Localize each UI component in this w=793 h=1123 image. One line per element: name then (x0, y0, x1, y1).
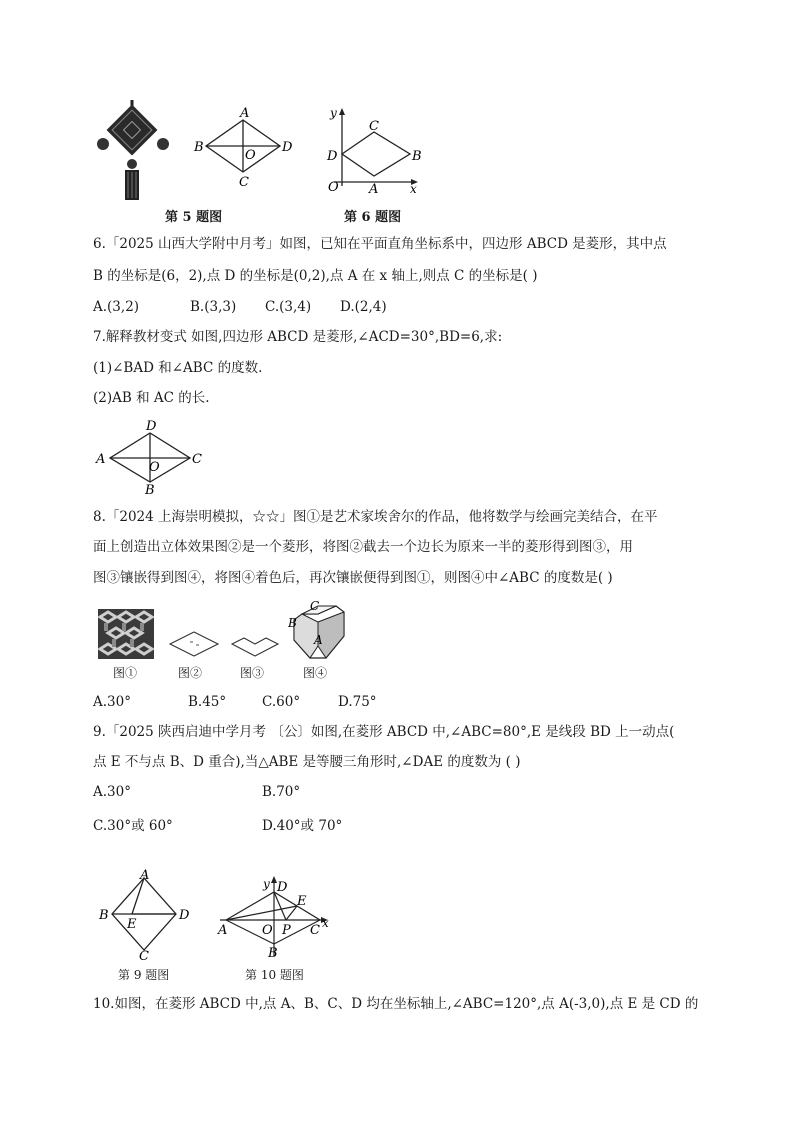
q6-option-a: A.(3,2) (93, 299, 140, 315)
fig9-label-E: E (127, 917, 137, 932)
fig10-label-C: C (310, 923, 320, 938)
q9-line2: 点 E 不与点 B、D 重合),当△ABE 是等腰三角形时,∠DAE 的度数为 ( ) (93, 754, 521, 770)
fig9-label-A: A (140, 868, 150, 883)
q7-sub2: (2)AB 和 AC 的长. (93, 390, 210, 406)
q9-line1: 9.「2025 陕西启迪中学月考 〔公〕如图,在菱形 ABCD 中,∠ABC=80°,E 是线段 BD 上一动点( (93, 724, 675, 740)
q8-option-a: A.30° (93, 694, 131, 710)
fig5-knot-image (96, 98, 171, 203)
fig6-label-B: B (412, 149, 422, 164)
fig6-label-O: O (328, 180, 339, 195)
fig6-label-A: A (369, 182, 379, 196)
q8-option-c: C.60° (262, 694, 301, 710)
fig8-tessellation-diagram (288, 600, 348, 662)
q10-line1: 10.如图，在菱形 ABCD 中,点 A、B、C、D 均在坐标轴上,∠ABC=120°,点 A(-3,0),点 E 是 CD 的 (93, 996, 699, 1012)
fig5-label-B: B (194, 140, 204, 155)
fig10-caption: 第 10 题图 (245, 968, 304, 982)
fig10-label-A: A (218, 923, 228, 938)
fig5-label-O: O (245, 148, 256, 163)
fig7-label-A: A (96, 452, 106, 467)
fig8-label-A: A (314, 633, 323, 647)
fig7-label-D: D (146, 419, 157, 434)
fig9-caption: 第 9 题图 (118, 968, 170, 982)
fig6-coordinate-diagram (322, 104, 432, 196)
q6-option-d: D.(2,4) (340, 299, 387, 315)
q9-option-c: C.30°或 60° (93, 818, 173, 834)
q7-sub1: (1)∠BAD 和∠ABC 的度数. (93, 360, 263, 376)
q8-option-b: B.45° (188, 694, 227, 710)
fig9-label-B: B (99, 908, 109, 923)
fig5-label-C: C (239, 175, 249, 190)
fig7-label-O: O (149, 460, 160, 475)
fig5-label-A: A (240, 106, 250, 121)
q6-option-b: B.(3,3) (190, 299, 237, 315)
fig8-escher-image (98, 609, 154, 659)
fig8-rhombus-image (168, 630, 220, 658)
fig9-label-C: C (139, 949, 149, 960)
q8-option-d: D.75° (338, 694, 377, 710)
q6-line2: B 的坐标是(6，2),点 D 的坐标是(0,2),点 A 在 x 轴上,则点 C 的坐标是( ) (93, 268, 538, 284)
fig10-coordinate-diagram (212, 872, 336, 964)
q7-line1: 7.解释教材变式 如图,四边形 ABCD 是菱形,∠ACD=30°,BD=6,求: (93, 329, 503, 345)
fig5-caption: 第 5 题图 (165, 210, 223, 225)
fig8-label-C: C (310, 600, 320, 613)
fig9-rhombus-diagram (94, 868, 204, 960)
q6-line1: 6.「2025 山西大学附中月考」如图，已知在平面直角坐标系中，四边形 ABCD 是菱形，其中点 (93, 236, 667, 252)
fig8-caption-1: 图① (113, 666, 138, 680)
fig10-label-y: y (263, 877, 270, 891)
q6-option-c: C.(3,4) (265, 299, 312, 315)
fig8-caption-3: 图③ (240, 666, 265, 680)
q9-option-d: D.40°或 70° (262, 818, 343, 834)
q8-line3: 图③镶嵌得到图④，将图④着色后，再次镶嵌便得到图①，则图④中∠ABC 的度数是( ) (93, 570, 613, 586)
fig6-label-D: D (327, 149, 338, 164)
q9-option-b: B.70° (262, 784, 301, 800)
fig6-label-C: C (369, 119, 379, 134)
fig8-label-B: B (288, 616, 297, 630)
fig6-label-x: x (410, 182, 417, 196)
fig10-label-B: B (268, 946, 278, 961)
fig5-label-D: D (282, 140, 293, 155)
fig10-label-x: x (322, 916, 329, 930)
q8-line2: 面上创造出立体效果图②是一个菱形，将图②截去一个边长为原来一半的菱形得到图③，用 (93, 539, 633, 555)
fig7-label-C: C (192, 452, 202, 467)
fig8-caption-2: 图② (178, 666, 203, 680)
fig10-label-D: D (277, 880, 288, 895)
fig10-label-E: E (297, 894, 307, 909)
fig8-cut-rhombus-image (230, 632, 280, 658)
fig10-label-P: P (282, 923, 291, 938)
fig7-label-B: B (145, 483, 155, 496)
fig5-rhombus-diagram (190, 106, 300, 190)
fig9-label-D: D (179, 908, 190, 923)
fig8-caption-4: 图④ (303, 666, 328, 680)
q9-option-a: A.30° (93, 784, 131, 800)
fig6-caption: 第 6 题图 (344, 210, 402, 225)
fig7-rhombus-diagram (90, 418, 210, 496)
q8-line1: 8.「2024 上海崇明模拟，☆☆」图①是艺术家埃舍尔的作品，他将数学与绘画完美结合，在平 (93, 509, 658, 525)
fig6-label-y: y (330, 106, 337, 120)
fig10-label-O: O (262, 923, 273, 938)
